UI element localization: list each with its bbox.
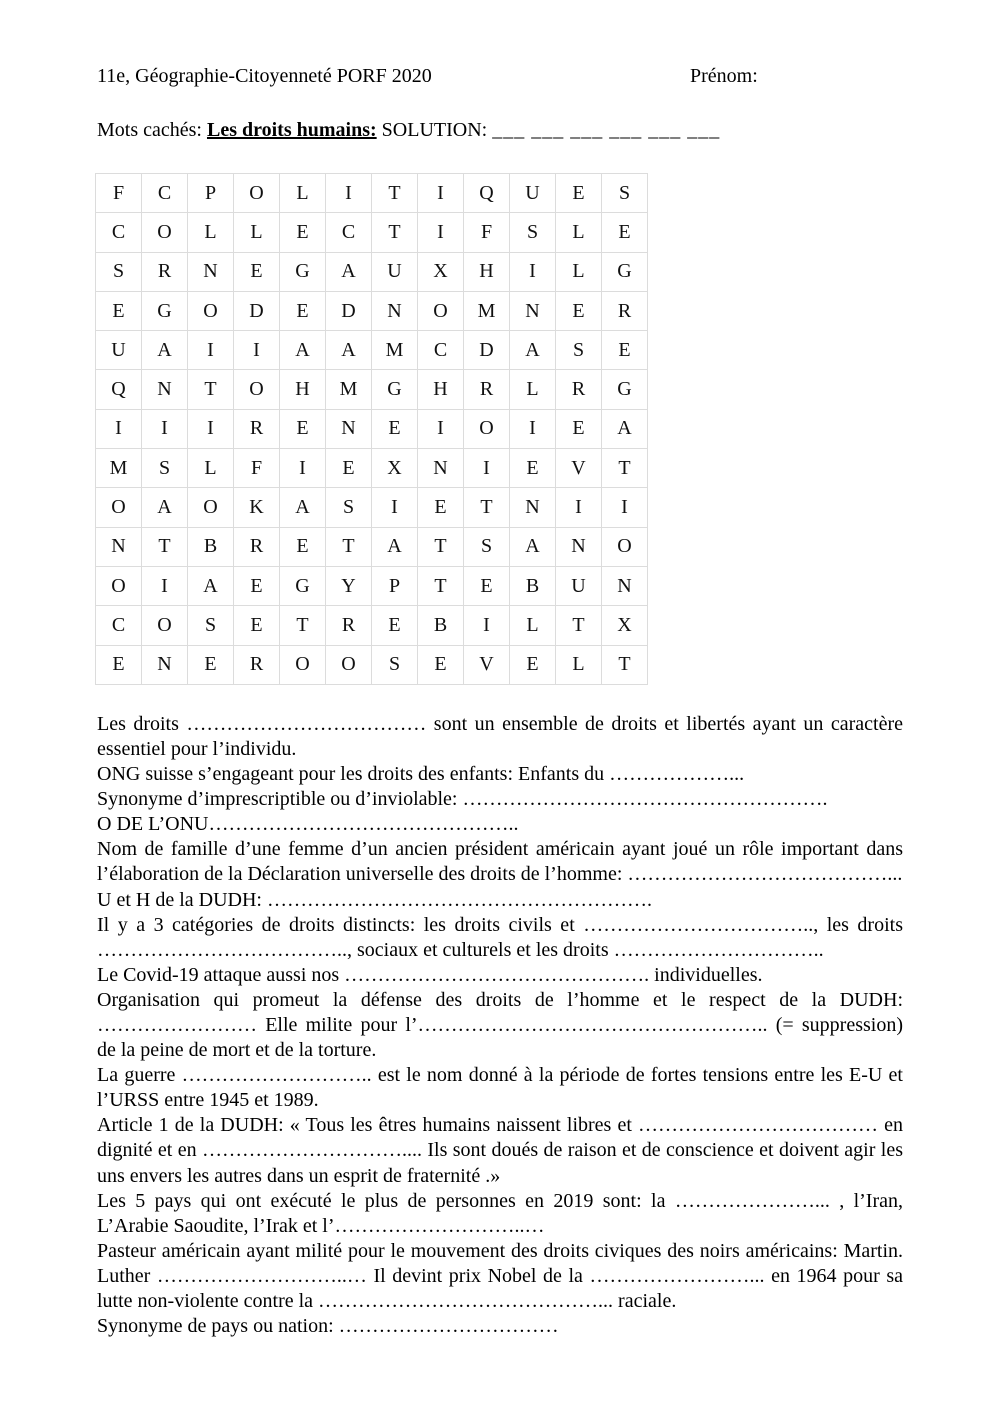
grid-cell-letter: N xyxy=(142,370,188,409)
grid-cell-letter: R xyxy=(556,370,602,409)
grid-cell-letter: V xyxy=(464,645,510,684)
grid-cell-letter: L xyxy=(234,213,280,252)
grid-cell-letter: S xyxy=(464,527,510,566)
grid-cell-letter: D xyxy=(464,331,510,370)
grid-cell-letter: R xyxy=(464,370,510,409)
clue-line: ONG suisse s’engageant pour les droits des enfants: Enfants du ………………... xyxy=(97,763,745,786)
grid-cell-letter: O xyxy=(142,606,188,645)
grid-cell-letter: G xyxy=(372,370,418,409)
grid-cell-letter: I xyxy=(510,409,556,448)
grid-cell-letter: E xyxy=(280,291,326,330)
grid-cell-letter: O xyxy=(326,645,372,684)
grid-cell-letter: E xyxy=(464,566,510,605)
grid-cell-letter: R xyxy=(142,252,188,291)
solution-blanks: ___ ___ ___ ___ ___ ___ xyxy=(492,119,721,141)
grid-row xyxy=(96,213,648,252)
grid-cell-letter: U xyxy=(372,252,418,291)
grid-cell-letter: X xyxy=(602,606,648,645)
grid-cell-letter: D xyxy=(326,291,372,330)
grid-cell-letter: I xyxy=(96,409,142,448)
grid-cell-letter: R xyxy=(234,409,280,448)
grid-cell-letter: X xyxy=(372,449,418,488)
grid-row xyxy=(96,606,648,645)
grid-cell-letter: P xyxy=(188,174,234,213)
grid-cell-letter: T xyxy=(372,174,418,213)
grid-cell-letter: B xyxy=(510,566,556,605)
grid-cell-letter: F xyxy=(96,174,142,213)
grid-cell-letter: M xyxy=(326,370,372,409)
grid-cell-letter: E xyxy=(418,645,464,684)
grid-row xyxy=(96,488,648,527)
grid-cell-letter: O xyxy=(464,409,510,448)
grid-cell-letter: N xyxy=(556,527,602,566)
grid-cell-letter: L xyxy=(556,213,602,252)
grid-cell-letter: H xyxy=(418,370,464,409)
clue-line: Il y a 3 catégories de droits distincts: les droits civils et …………………………….., les droits ……………………………….., sociaux et culturels et les droits ………………………….. xyxy=(97,913,903,961)
grid-cell-letter: E xyxy=(188,645,234,684)
grid-cell-letter: O xyxy=(234,174,280,213)
grid-cell-letter: I xyxy=(418,213,464,252)
grid-cell-letter: N xyxy=(418,449,464,488)
clue-line: Pasteur américain ayant milité pour le mouvement des droits civiques des noirs américains: Martin. Luther ………………………..… Il devint prix Nobel de la ……………………... en 1964 pour sa lutte non-violente contre la ……………………………………... raciale. xyxy=(97,1239,903,1313)
grid-cell-letter: E xyxy=(234,252,280,291)
grid-cell-letter: O xyxy=(188,488,234,527)
grid-cell-letter: N xyxy=(188,252,234,291)
clue-line: Nom de famille d’une femme d’un ancien président américain ayant joué un rôle important dans l’élaboration de la Déclaration universelle des droits de l’homme: …………………………………... xyxy=(97,838,903,886)
grid-cell-letter: O xyxy=(188,291,234,330)
grid-cell-letter: A xyxy=(188,566,234,605)
grid-row xyxy=(96,331,648,370)
grid-cell-letter: G xyxy=(280,566,326,605)
grid-cell-letter: X xyxy=(418,252,464,291)
grid-cell-letter: B xyxy=(418,606,464,645)
grid-cell-letter: U xyxy=(510,174,556,213)
grid-cell-letter: I xyxy=(234,331,280,370)
grid-cell-letter: I xyxy=(280,449,326,488)
grid-cell-letter: O xyxy=(96,488,142,527)
grid-cell-letter: O xyxy=(96,566,142,605)
grid-cell-letter: N xyxy=(96,527,142,566)
grid-row xyxy=(96,174,648,213)
grid-cell-letter: I xyxy=(510,252,556,291)
grid-cell-letter: C xyxy=(96,606,142,645)
grid-cell-letter: R xyxy=(602,291,648,330)
grid-cell-letter: V xyxy=(556,449,602,488)
grid-cell-letter: A xyxy=(280,488,326,527)
clue-line: O DE L’ONU……………………………………….. xyxy=(97,813,519,836)
grid-cell-letter: L xyxy=(556,252,602,291)
grid-cell-letter: M xyxy=(464,291,510,330)
grid-cell-letter: L xyxy=(510,370,556,409)
grid-cell-letter: I xyxy=(464,449,510,488)
grid-cell-letter: A xyxy=(372,527,418,566)
grid-cell-letter: A xyxy=(510,331,556,370)
grid-cell-letter: E xyxy=(234,566,280,605)
grid-cell-letter: E xyxy=(372,606,418,645)
grid-cell-letter: T xyxy=(418,566,464,605)
clue-line: Le Covid-19 attaque aussi nos ………………………………………. individuelles. xyxy=(97,963,763,986)
grid-cell-letter: U xyxy=(96,331,142,370)
grid-cell-letter: E xyxy=(510,645,556,684)
grid-cell-letter: L xyxy=(188,449,234,488)
grid-row xyxy=(96,370,648,409)
grid-cell-letter: C xyxy=(96,213,142,252)
grid-cell-letter: K xyxy=(234,488,280,527)
grid-cell-letter: O xyxy=(280,645,326,684)
grid-cell-letter: A xyxy=(602,409,648,448)
title-prefix: Mots cachés: xyxy=(97,119,207,141)
grid-cell-letter: E xyxy=(280,527,326,566)
clues-list xyxy=(97,712,903,1339)
clue-line: La guerre ……………………….. est le nom donné à la période de fortes tensions entre les E-U et l’URSS entre 1945 et 1989. xyxy=(97,1064,903,1112)
grid-cell-letter: B xyxy=(188,527,234,566)
grid-cell-letter: E xyxy=(234,606,280,645)
grid-row xyxy=(96,409,648,448)
grid-cell-letter: S xyxy=(142,449,188,488)
grid-cell-letter: I xyxy=(372,488,418,527)
grid-cell-letter: I xyxy=(142,566,188,605)
grid-cell-letter: Q xyxy=(96,370,142,409)
grid-cell-letter: S xyxy=(188,606,234,645)
grid-cell-letter: S xyxy=(372,645,418,684)
grid-cell-letter: E xyxy=(96,291,142,330)
grid-cell-letter: E xyxy=(96,645,142,684)
grid-cell-letter: T xyxy=(602,645,648,684)
grid-cell-letter: N xyxy=(510,291,556,330)
grid-cell-letter: E xyxy=(418,488,464,527)
grid-cell-letter: H xyxy=(464,252,510,291)
worksheet-title xyxy=(97,118,903,143)
grid-cell-letter: E xyxy=(280,409,326,448)
grid-cell-letter: E xyxy=(602,213,648,252)
grid-cell-letter: Q xyxy=(464,174,510,213)
grid-cell-letter: E xyxy=(326,449,372,488)
grid-row xyxy=(96,449,648,488)
grid-cell-letter: I xyxy=(188,331,234,370)
grid-cell-letter: A xyxy=(142,331,188,370)
grid-cell-letter: T xyxy=(464,488,510,527)
grid-cell-letter: C xyxy=(142,174,188,213)
clue-line: Les droits ……………………………… sont un ensemble de droits et libertés ayant un caractère essentiel pour l’individu. xyxy=(97,712,903,760)
grid-cell-letter: O xyxy=(602,527,648,566)
grid-cell-letter: S xyxy=(602,174,648,213)
grid-cell-letter: T xyxy=(188,370,234,409)
grid-cell-letter: S xyxy=(326,488,372,527)
grid-cell-letter: D xyxy=(234,291,280,330)
grid-cell-letter: N xyxy=(510,488,556,527)
grid-row xyxy=(96,527,648,566)
grid-cell-letter: A xyxy=(510,527,556,566)
grid-cell-letter: S xyxy=(96,252,142,291)
clue-line: Organisation qui promeut la défense des droits de l’homme et le respect de la DUDH: …………………… Elle milite pour l’…………………………………………….. (= suppression) de la peine de mort et de la torture. xyxy=(97,988,903,1062)
grid-cell-letter: N xyxy=(142,645,188,684)
grid-cell-letter: N xyxy=(326,409,372,448)
grid-cell-letter: O xyxy=(234,370,280,409)
grid-cell-letter: I xyxy=(556,488,602,527)
grid-row xyxy=(96,566,648,605)
grid-cell-letter: R xyxy=(234,527,280,566)
clue-line: Synonyme de pays ou nation: …………………………… xyxy=(97,1315,559,1338)
grid-cell-letter: E xyxy=(602,331,648,370)
clue-line: Les 5 pays qui ont exécuté le plus de personnes en 2019 sont: la …………………... , l’Iran, L’Arabie Saoudite, l’Irak et l’………………………..… xyxy=(97,1189,903,1237)
grid-cell-letter: A xyxy=(326,331,372,370)
grid-cell-letter: N xyxy=(602,566,648,605)
grid-cell-letter: I xyxy=(142,409,188,448)
grid-cell-letter: E xyxy=(556,174,602,213)
grid-cell-letter: G xyxy=(602,252,648,291)
grid-cell-letter: S xyxy=(510,213,556,252)
grid-cell-letter: I xyxy=(418,174,464,213)
grid-cell-letter: O xyxy=(418,291,464,330)
grid-cell-letter: P xyxy=(372,566,418,605)
grid-row xyxy=(96,252,648,291)
grid-cell-letter: I xyxy=(418,409,464,448)
solution-label: SOLUTION: xyxy=(376,119,493,141)
grid-cell-letter: L xyxy=(510,606,556,645)
page-header xyxy=(97,64,903,89)
grid-cell-letter: T xyxy=(142,527,188,566)
grid-cell-letter: I xyxy=(464,606,510,645)
grid-cell-letter: T xyxy=(280,606,326,645)
grid-cell-letter: L xyxy=(188,213,234,252)
grid-cell-letter: G xyxy=(602,370,648,409)
grid-cell-letter: L xyxy=(280,174,326,213)
grid-cell-letter: C xyxy=(326,213,372,252)
grid-row xyxy=(96,291,648,330)
grid-cell-letter: T xyxy=(372,213,418,252)
grid-cell-letter: C xyxy=(418,331,464,370)
clue-line: Article 1 de la DUDH: « Tous les êtres humains naissent libres et ……………………………… en dignité et en ………………………….... Ils sont doués de raison et de conscience et doivent agir les uns envers les autres dans un esprit de fraternité .» xyxy=(97,1114,903,1187)
grid-cell-letter: A xyxy=(142,488,188,527)
grid-cell-letter: U xyxy=(556,566,602,605)
grid-cell-letter: Y xyxy=(326,566,372,605)
clue-line: U et H de la DUDH: …………………………………………………. xyxy=(97,888,652,911)
grid-cell-letter: T xyxy=(556,606,602,645)
grid-cell-letter: F xyxy=(464,213,510,252)
grid-cell-letter: O xyxy=(142,213,188,252)
grid-cell-letter: G xyxy=(280,252,326,291)
grid-cell-letter: N xyxy=(372,291,418,330)
grid-cell-letter: M xyxy=(372,331,418,370)
grid-cell-letter: F xyxy=(234,449,280,488)
course-label: 11e, Géographie-Citoyenneté PORF 2020 xyxy=(97,65,432,87)
prenom-label: Prénom: xyxy=(690,65,758,87)
grid-cell-letter: S xyxy=(556,331,602,370)
grid-cell-letter: A xyxy=(280,331,326,370)
grid-cell-letter: E xyxy=(280,213,326,252)
grid-cell-letter: T xyxy=(326,527,372,566)
word-search-grid xyxy=(95,173,648,685)
grid-cell-letter: A xyxy=(326,252,372,291)
grid-cell-letter: R xyxy=(326,606,372,645)
grid-cell-letter: M xyxy=(96,449,142,488)
grid-cell-letter: R xyxy=(234,645,280,684)
title-subject: Les droits humains: xyxy=(206,119,377,141)
grid-cell-letter: T xyxy=(602,449,648,488)
grid-cell-letter: I xyxy=(602,488,648,527)
grid-cell-letter: E xyxy=(556,409,602,448)
clue-line: Synonyme d’imprescriptible ou d’inviolable: ………………………………………………. xyxy=(97,788,828,811)
grid-cell-letter: E xyxy=(510,449,556,488)
grid-cell-letter: H xyxy=(280,370,326,409)
grid-cell-letter: E xyxy=(372,409,418,448)
grid-cell-letter: E xyxy=(556,291,602,330)
grid-cell-letter: I xyxy=(188,409,234,448)
grid-row xyxy=(96,645,648,684)
grid-cell-letter: I xyxy=(326,174,372,213)
grid-cell-letter: G xyxy=(142,291,188,330)
word-grid-body xyxy=(96,174,648,685)
grid-cell-letter: T xyxy=(418,527,464,566)
grid-cell-letter: L xyxy=(556,645,602,684)
